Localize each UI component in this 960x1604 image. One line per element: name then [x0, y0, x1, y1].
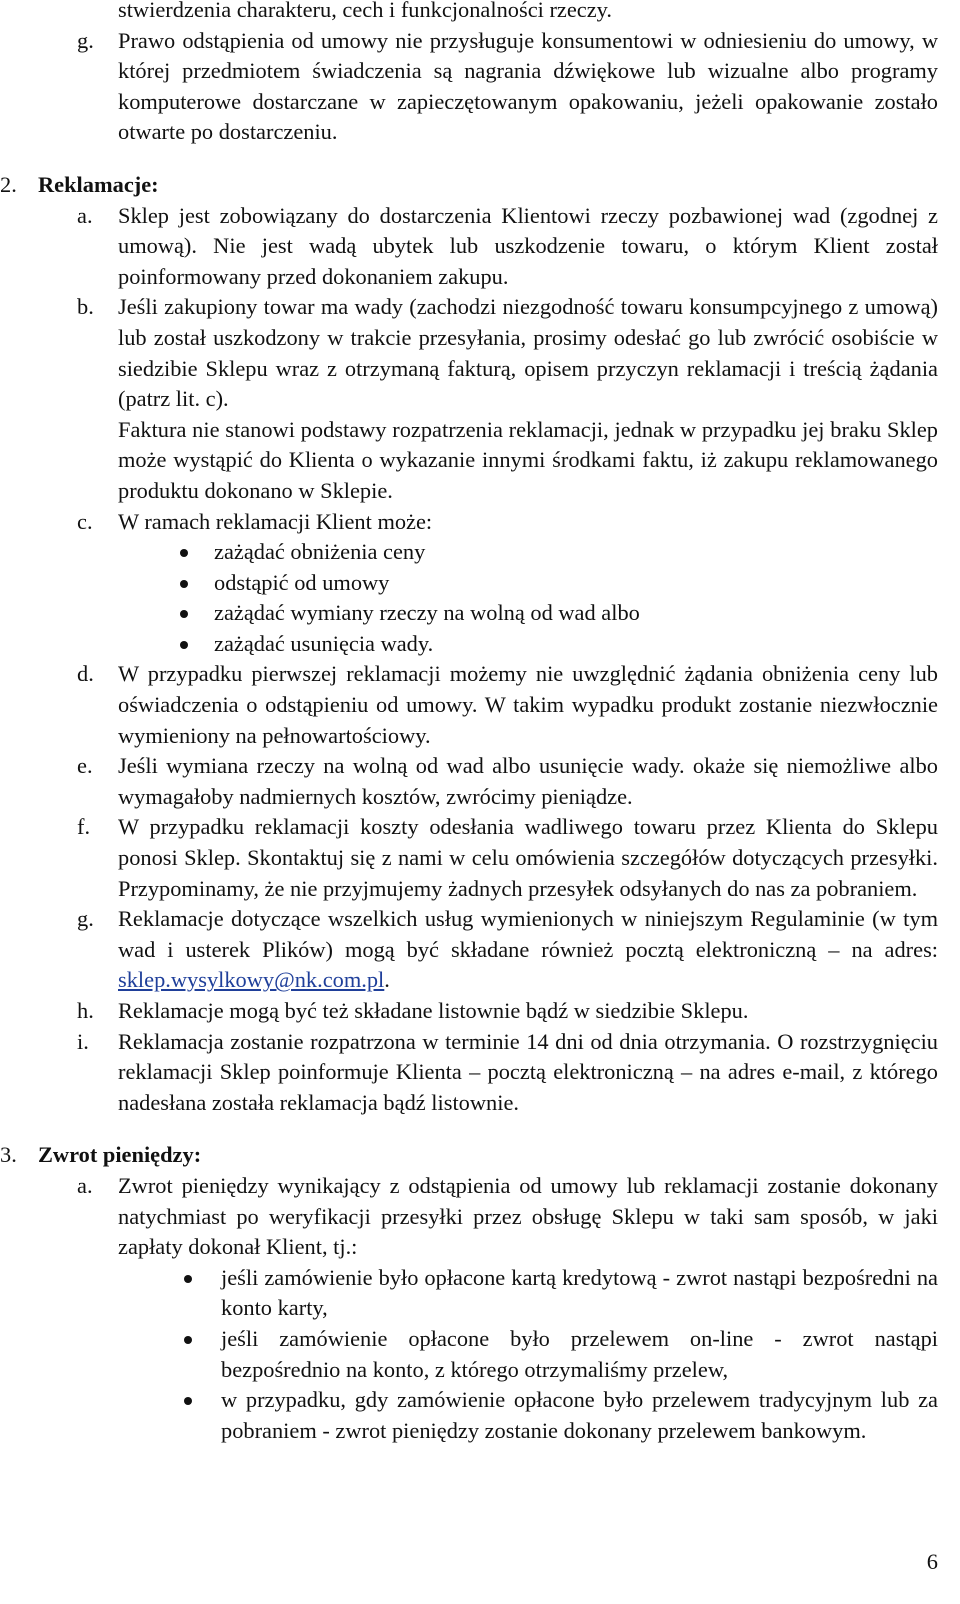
item-2g: g. Reklamacje dotyczące wszelkich usług wymienionych w niniejszym Regulaminie (w tym wad i usterek Plików) mogą być składane również pocztą elektroniczną – na adres: sklep.wysylkowy@nk.com.pl.	[77, 906, 938, 993]
item-text: Sklep jest zobowiązany do dostarczenia Klientowi rzeczy pozbawionej wad (zgodnej z umową). Nie jest wadą ubytek lub uszkodzenie towaru, o którym Klient został poinformowany przed dokonaniem zakupu.	[118, 202, 938, 289]
item-marker: g.	[77, 906, 94, 932]
list-item: jeśli zamówienie było opłacone kartą kredytową - zwrot nastąpi bezpośredni na konto karty,	[0, 1263, 960, 1324]
item-2b-paragraph: Faktura nie stanowi podstawy rozpatrzenia reklamacji, jednak w przypadku jej braku Sklep może wystąpić do Klienta o wykazanie innymi środkami faktu, iż zakupu reklamowanego produktu dokonano w Sklepie.	[118, 416, 938, 503]
item-2i	[0, 1027, 960, 1119]
item-2d	[0, 659, 960, 751]
item-text: Reklamacje mogą być też składane listownie bądź w siedzibie Sklepu.	[118, 998, 749, 1023]
claims-options-list	[0, 537, 960, 659]
item-2f	[0, 812, 960, 904]
bullet-icon	[180, 549, 188, 557]
item-text: W ramach reklamacji Klient może:	[118, 508, 433, 534]
item-2b	[0, 292, 960, 414]
list-item: jeśli zamówienie opłacone było przelewem on-line - zwrot nastąpi bezpośrednio na konto, z którego otrzymaliśmy przelew,	[0, 1324, 960, 1385]
item-marker: a.	[77, 1172, 93, 1198]
item-1g	[0, 26, 960, 148]
item-3a	[0, 1171, 960, 1263]
bullet-icon	[180, 641, 188, 649]
item-marker: a.	[77, 202, 93, 228]
list-item: zażądać obniżenia ceny	[0, 537, 960, 568]
item-marker: g.	[77, 27, 94, 53]
page-number: 6	[926, 1549, 938, 1574]
bullet-icon	[180, 610, 188, 618]
section-3-heading	[0, 1140, 960, 1171]
item-text: Prawo odstąpienia od umowy nie przysługuje konsumentowi w odniesieniu do umowy, w której przedmiotem świadczenia są nagrania dźwiękowe lub wizualne albo programy komputerowe dostarczane w zapieczętowanym opakowaniu, jeżeli opakowanie zostało otwarte po dostarczeniu.	[118, 27, 938, 145]
list-item: odstąpić od umowy	[0, 568, 960, 599]
item-text: W przypadku pierwszej reklamacji możemy nie uwzględnić żądania obniżenia ceny lub oświadczenia o odstąpieniu od umowy. W takim wypadku produkt zostanie niezwłocznie wymieniony na pełnowartościowy.	[118, 661, 938, 748]
section-number: 3.	[0, 1142, 17, 1168]
bullet-icon	[184, 1336, 192, 1344]
item-text: Zwrot pieniędzy wynikający z odstąpienia od umowy lub reklamacji zostanie dokonany natychmiast po weryfikacji przesyłki przez obsługę Sklepu w taki sam sposób, w jaki zapłaty dokonał Klient, tj.:	[118, 1172, 938, 1260]
item-text: Jeśli wymiana rzeczy na wolną od wad albo usunięcie wady. okaże się niemożliwe albo wymagałoby nadmiernych kosztów, zwrócimy pieniądze.	[118, 753, 938, 809]
list-item: zażądać wymiany rzeczy na wolną od wad albo	[0, 598, 960, 629]
item-marker: e.	[77, 753, 93, 779]
item-marker: b.	[77, 294, 94, 320]
item-2h	[0, 996, 960, 1027]
item-2c	[0, 507, 960, 538]
item-2e	[0, 751, 960, 812]
item-2a	[0, 201, 960, 293]
continued-line: stwierdzenia charakteru, cech i funkcjonalności rzeczy.	[118, 0, 612, 22]
section-2-heading	[0, 170, 960, 201]
item-marker: i.	[77, 1028, 89, 1054]
list-item: w przypadku, gdy zamówienie opłacone było przelewem tradycyjnym lub za pobraniem - zwrot pieniędzy zostanie dokonany przelewem bankowym.	[0, 1385, 960, 1446]
item-marker: f.	[77, 814, 91, 840]
bullet-icon	[184, 1397, 192, 1405]
bullet-icon	[180, 580, 188, 588]
item-text: W przypadku reklamacji koszty odesłania wadliwego towaru przez Klienta do Sklepu ponosi Sklep. Skontaktuj się z nami w celu omówienia szczegółów dotyczących przesyłki. Przypominamy, że nie przyjmujemy żadnych przesyłek odsyłanych do nas za pobraniem.	[118, 814, 938, 901]
item-text: Jeśli zakupiony towar ma wady (zachodzi niezgodność towaru konsumpcyjnego z umową) lub został uszkodzony w trakcie przesyłania, prosimy odesłać go lub zwrócić osobiście w siedzibie Sklepu wraz z otrzymaną fakturą, opisem przyczyn reklamacji i treścią żądania (patrz lit. c).	[118, 294, 938, 412]
item-marker: c.	[77, 508, 93, 534]
section-title: Reklamacje:	[38, 171, 159, 197]
item-text: Reklamacja zostanie rozpatrzona w terminie 14 dni od dnia otrzymania. O rozstrzygnięciu reklamacji Sklep poinformuje Klienta – pocztą elektroniczną – na adres e-mail, z którego nadesłana została reklamacja bądź listownie.	[118, 1028, 938, 1115]
refund-methods-list	[0, 1263, 960, 1447]
bullet-icon	[184, 1275, 192, 1283]
email-link[interactable]: sklep.wysylkowy@nk.com.pl	[118, 967, 385, 993]
list-item: zażądać usunięcia wady.	[0, 629, 960, 660]
section-title: Zwrot pieniędzy:	[38, 1142, 202, 1168]
item-text: Reklamacje dotyczące wszelkich usług wymienionych w niniejszym Regulaminie (w tym wad i usterek Plików) mogą być składane również pocztą elektroniczną – na adres:	[118, 906, 938, 962]
item-marker: h.	[77, 998, 94, 1023]
section-number: 2.	[0, 171, 17, 197]
item-marker: d.	[77, 661, 94, 687]
